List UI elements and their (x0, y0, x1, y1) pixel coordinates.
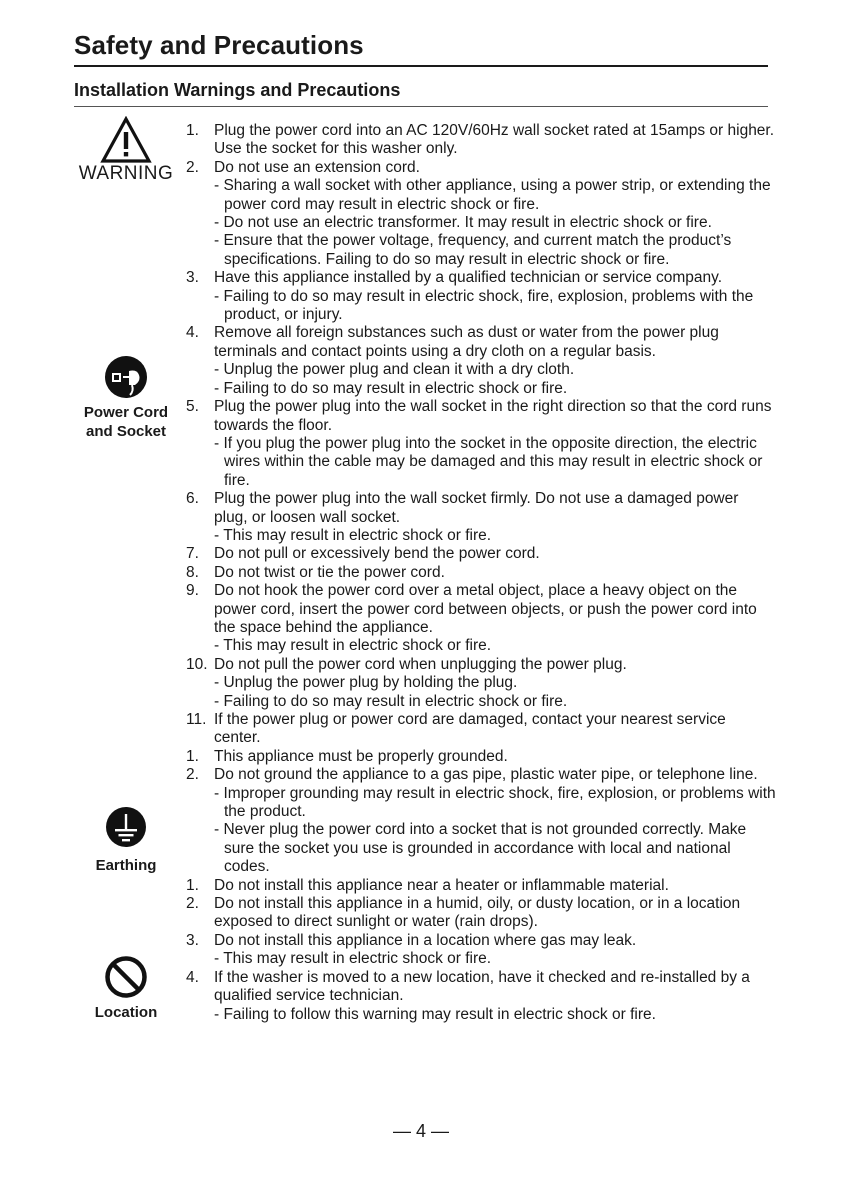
item-number: 4. (186, 968, 199, 986)
section-title: Installation Warnings and Precautions (74, 80, 401, 100)
item-text: Do not install this appliance in a humid, oily, or dusty location, or in a location exposed to direct sunlight or water (rain drops). (214, 895, 741, 931)
location-label: Location (94, 1004, 158, 1021)
list-item (186, 932, 776, 950)
list-item (186, 582, 776, 637)
precautions-list (186, 122, 776, 1024)
earthing-block (70, 806, 182, 875)
item-number: 4. (186, 324, 199, 342)
power-cord-list (186, 122, 776, 748)
sub-item-text: - Improper grounding may result in electric shock, fire, explosion, or problems with the product. (214, 784, 776, 821)
item-text: If the washer is moved to a new location, have it checked and re-installed by a qualified service technician. (214, 968, 750, 1005)
list-item (186, 711, 776, 748)
unplug-icon (104, 355, 148, 399)
list-item (186, 159, 776, 177)
item-text: Do not pull the power cord when unplugging the power plug. (214, 655, 627, 673)
warning-block (70, 116, 182, 183)
item-number: 8. (186, 563, 199, 581)
list-item (186, 656, 776, 674)
warning-triangle-icon (100, 116, 152, 164)
item-text: Do not install this appliance near a heater or inflammable material. (214, 876, 669, 894)
sub-item-text: - Do not use an electric transformer. It may result in electric shock or fire. (214, 214, 712, 232)
item-number: 5. (186, 398, 199, 416)
list-item (186, 748, 776, 766)
sub-item-text: - Failing to do so may result in electric shock, fire, explosion, problems with the product, or injury. (214, 287, 754, 324)
sub-item-text: - Ensure that the power voltage, frequency, and current match the product’s specifications. Failing to do so may result in electric shock or fire. (214, 232, 732, 268)
list-item (186, 564, 776, 582)
list-item (186, 269, 776, 287)
list-item (186, 969, 776, 1006)
location-block (70, 955, 182, 1022)
item-number: 1. (186, 876, 199, 894)
item-number: 2. (186, 766, 199, 784)
item-number: 1. (186, 122, 199, 139)
item-number: 6. (186, 490, 199, 508)
item-text: Plug the power cord into an AC 120V/60Hz wall socket rated at 15amps or higher. Use the socket for this washer only. (214, 122, 775, 158)
page-title: Safety and Precautions (74, 30, 364, 60)
item-number: 1. (186, 747, 199, 765)
item-text: Do not install this appliance in a location where gas may leak. (214, 931, 637, 949)
item-number: 7. (186, 545, 199, 563)
item-text: Have this appliance installed by a qualified technician or service company. (214, 269, 723, 287)
sub-item-text: - This may result in electric shock or fire. (214, 526, 492, 544)
item-text: This appliance must be properly grounded. (214, 747, 508, 765)
sub-item-text: - Unplug the power plug by holding the plug. (214, 674, 518, 692)
earthing-list (186, 748, 776, 877)
item-text: Remove all foreign substances such as dust or water from the power plug terminals and contact points using a dry cloth on a regular basis. (214, 324, 719, 360)
list-item (186, 895, 776, 932)
item-text: Do not use an extension cord. (214, 158, 420, 176)
list-item (186, 324, 776, 361)
list-item (186, 490, 776, 527)
item-number: 11. (186, 711, 207, 728)
item-number: 2. (186, 158, 199, 176)
list-item (186, 122, 776, 159)
power-cord-label-2: and Socket (85, 423, 167, 440)
sub-item-text: - Sharing a wall socket with other appliance, using a power strip, or extending the power cord may result in electric shock or fire. (214, 177, 771, 213)
list-item (186, 545, 776, 563)
item-text: Do not pull or excessively bend the power cord. (214, 545, 540, 563)
section-divider (74, 106, 768, 107)
sub-item-text: - Unplug the power plug and clean it with a dry cloth. (214, 361, 575, 379)
ground-icon (105, 806, 147, 848)
list-item (186, 877, 776, 895)
item-text: Do not twist or tie the power cord. (214, 563, 445, 581)
item-number: 3. (186, 931, 199, 949)
sub-item-text: - Never plug the power cord into a socket that is not grounded correctly. Make sure the socket you use is grounded in accordance with local and national codes. (214, 821, 747, 876)
item-number: 10. (186, 655, 208, 673)
list-item (186, 398, 776, 435)
item-text: If the power plug or power cord are damaged, contact your nearest service center. (214, 711, 726, 747)
sub-item-text: - This may result in electric shock or fire. (214, 950, 492, 968)
location-list (186, 877, 776, 1024)
title-divider (74, 65, 768, 67)
page-number: — 4 — (392, 1121, 449, 1141)
power-cord-label: Power Cord (83, 404, 169, 421)
sub-item-text: - Failing to do so may result in electric shock or fire. (214, 379, 568, 397)
item-text: Plug the power plug into the wall socket firmly. Do not use a damaged power plug, or loosen wall socket. (214, 490, 739, 526)
earthing-label: Earthing (95, 857, 157, 874)
item-number: 3. (186, 269, 199, 287)
item-text: Do not ground the appliance to a gas pipe, plastic water pipe, or telephone line. (214, 766, 758, 784)
sub-item-text: - Failing to follow this warning may result in electric shock or fire. (214, 1005, 656, 1023)
sub-item-text: - Failing to do so may result in electric shock or fire. (214, 692, 568, 710)
warning-label: WARNING (78, 163, 174, 184)
item-number: 9. (186, 582, 199, 600)
item-number: 2. (186, 895, 199, 913)
list-item (186, 766, 776, 784)
prohibited-icon (104, 955, 148, 999)
item-text: Do not hook the power cord over a metal object, place a heavy object on the power cord, insert the power cord between objects, or push the power cord into the space behind the appliance. (214, 582, 757, 636)
sub-item-text: - If you plug the power plug into the socket in the opposite direction, the electric wires within the cable may be damaged and this may result in electric shock or fire. (214, 434, 763, 489)
power-cord-block (70, 355, 182, 441)
item-text: Plug the power plug into the wall socket in the right direction so that the cord runs towards the floor. (214, 398, 772, 434)
sub-item-text: - This may result in electric shock or fire. (214, 637, 492, 655)
